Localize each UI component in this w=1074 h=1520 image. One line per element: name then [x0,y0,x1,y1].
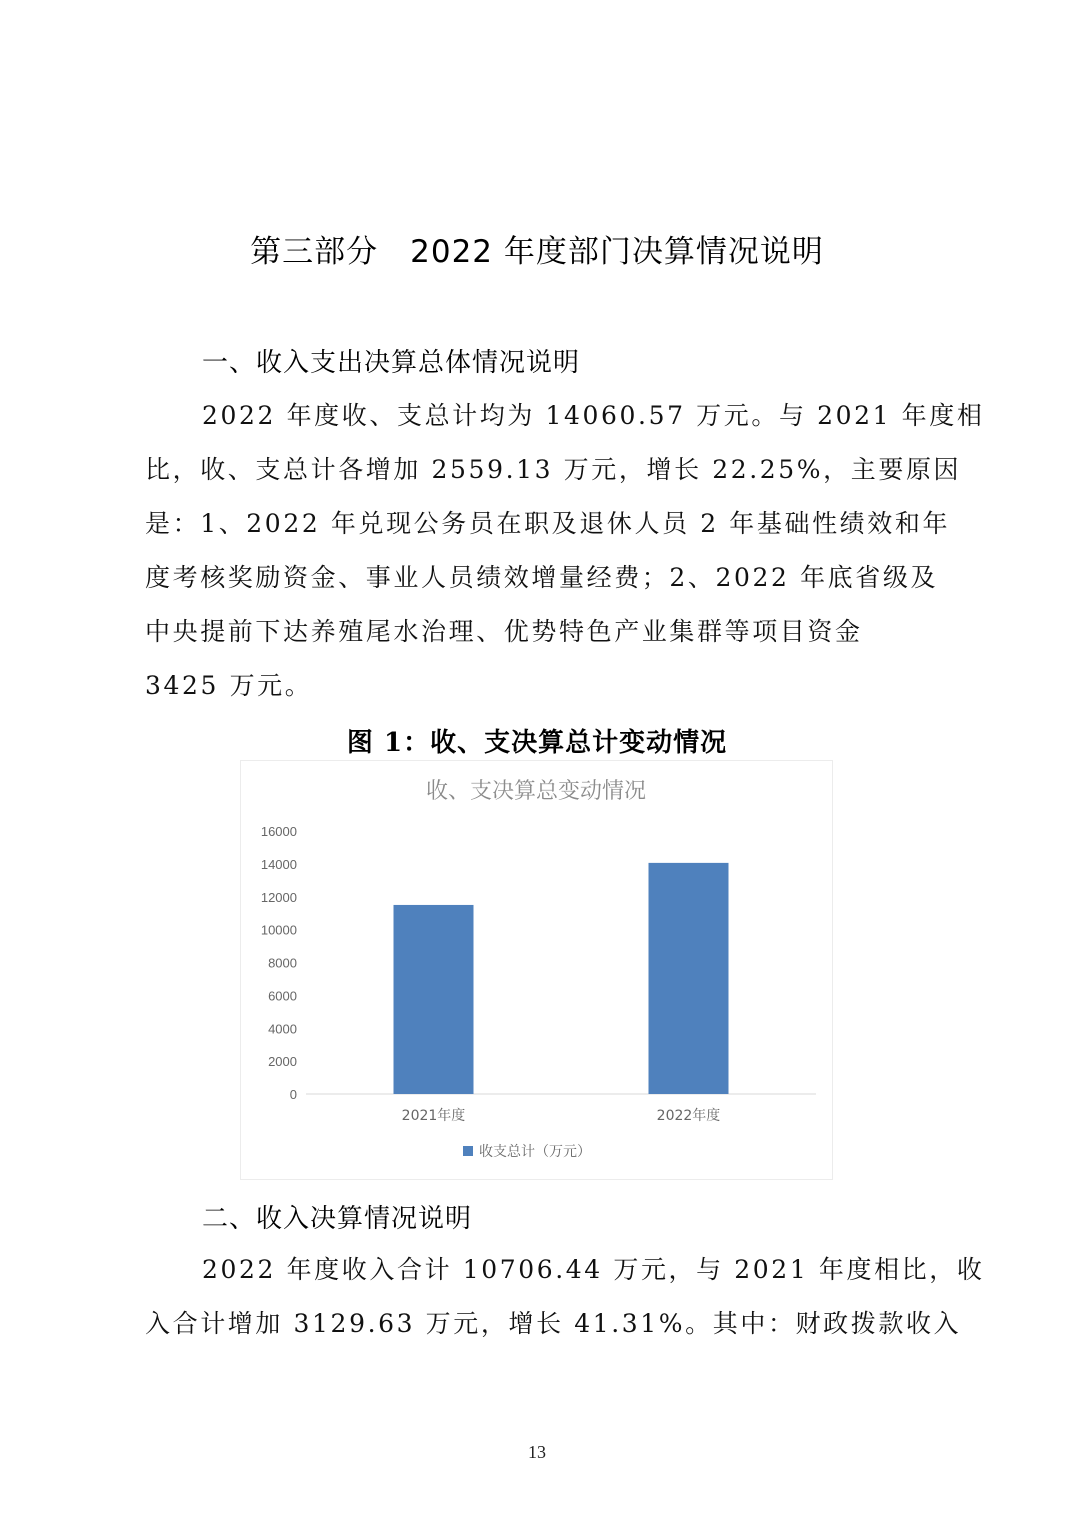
section-heading-income: 二、收入决算情况说明 [202,1204,473,1234]
section2-paragraph [145,1243,985,1351]
section-heading-income-expense: 一、收入支出决算总体情况说明 [202,348,581,378]
bar-1 [394,905,474,1094]
chart-canvas [241,761,832,1179]
paragraph-line: 入合计增加 3129.63 万元，增长 41.31%。其中：财政拨款收入 [145,1309,962,1338]
figure-caption: 图 1：收、支决算总计变动情况 [346,728,728,758]
y-tick-label: 6000 [268,988,297,1004]
y-tick-label: 0 [289,1087,297,1102]
paragraph-line: 2022 年度收、支总计均为 14060.57 万元。与 2021 年度相 [202,401,985,430]
x-tick-label: 2022年度 [656,1108,721,1124]
paragraph-line: 3425 万元。 [145,671,313,700]
bar-chart [240,760,833,1180]
paragraph-line: 度考核奖励资金、事业人员绩效增量经费；2、2022 年底省级及 [145,563,939,592]
y-tick-label: 12000 [260,889,297,905]
page-number: 13 [528,1442,546,1462]
paragraph-line: 中央提前下达养殖尾水治理、优势特色产业集群等项目资金 [145,617,863,646]
y-tick-label: 10000 [260,922,297,938]
paragraph-line: 比，收、支总计各增加 2559.13 万元，增长 22.25%，主要原因 [145,455,962,484]
y-tick-label: 4000 [268,1021,297,1037]
section1-paragraph [145,389,985,713]
paragraph-line: 是：1、2022 年兑现公务员在职及退休人员 2 年基础性绩效和年 [145,509,951,538]
x-tick-label: 2021年度 [401,1108,466,1124]
y-tick-label: 8000 [268,955,297,971]
legend-label: 收支总计（万元） [479,1144,591,1160]
chart-title: 收、支决算总变动情况 [425,779,647,804]
y-tick-label: 16000 [260,824,297,839]
page-title: 第三部分 2022 年度部门决算情况说明 [250,234,824,270]
y-tick-label: 2000 [268,1054,297,1070]
legend-swatch [463,1146,473,1156]
bar-2 [649,863,729,1094]
y-tick-label: 14000 [260,856,297,872]
paragraph-line: 2022 年度收入合计 10706.44 万元，与 2021 年度相比，收 [202,1255,985,1284]
